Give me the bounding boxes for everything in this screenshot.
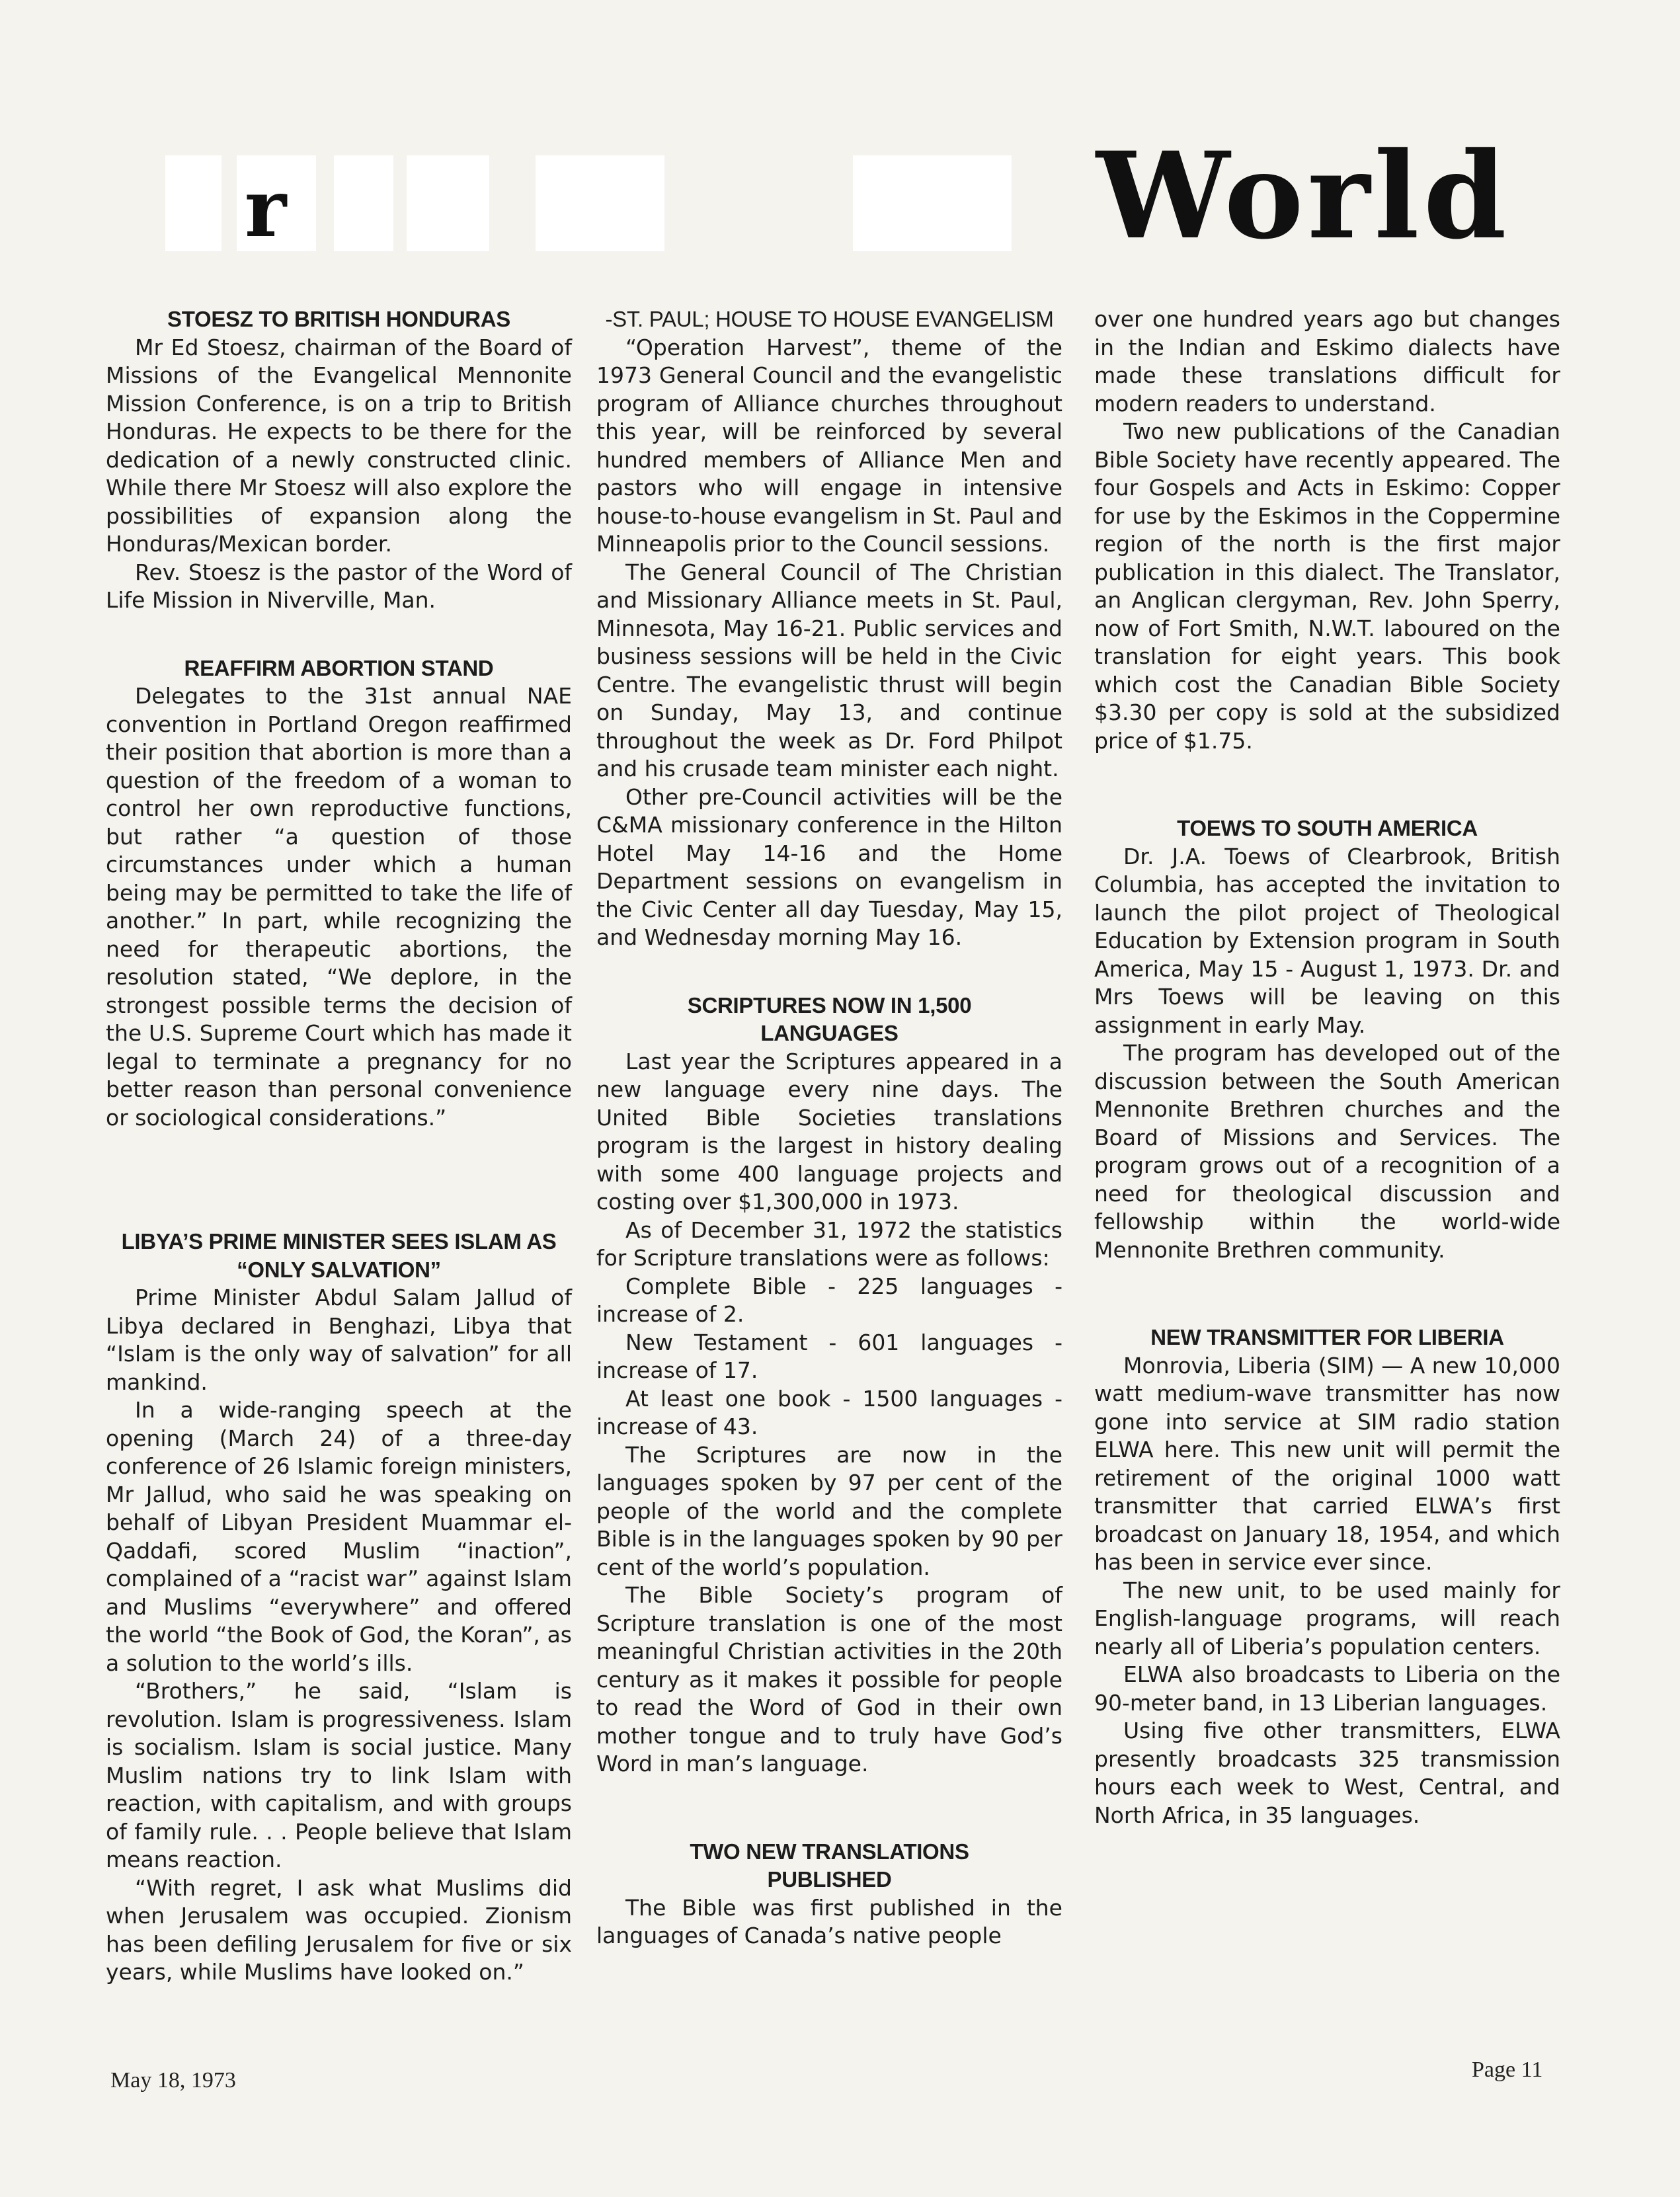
article-paragraph: The Scriptures are now in the languages spoken by 97 per cent of the people of the world and the complete Bible is in the languages spoken by 90 per cent of the world’s population. — [596, 1441, 1062, 1580]
article-paragraph: Last year the Scriptures appeared in a new language every nine days. The United Bible Societies translations program is the largest in history dealing with some 400 language projects and costing over $1,300,000 in 1973. — [596, 1048, 1062, 1215]
article-paragraph: At least one book - 1500 languages - increase of 43. — [596, 1385, 1062, 1439]
article-paragraph: In a wide-ranging speech at the opening (March 24) of a three-day conference of 26 Islamic foreign ministers, Mr Jallud, who said he was speaking on behalf of Libyan President Muammar el-Qaddafi, scored Muslim “inaction”, complained of a “racist war” against Islam and Muslims “everywhere” and offered the world “the Book of God, the Koran”, as a solution to the world’s ills. — [106, 1397, 572, 1676]
column-1 — [106, 305, 572, 1987]
masthead-redaction — [334, 155, 393, 251]
article-paragraph: New Testament - 601 languages - increase of 17. — [596, 1329, 1062, 1383]
article-paragraph: As of December 31, 1972 the statistics for Scripture translations were as follows: — [596, 1217, 1062, 1271]
article-paragraph: The General Council of The Christian and Missionary Alliance meets in St. Paul, Minnesota, May 16-21. Public services and business sessions will be held in the Civic Centre. The evangelistic thrust will begin on Sunday, May 13, and continue throughout the week as Dr. Ford Philpot and his crusade team minister each night. — [596, 559, 1062, 781]
article-paragraph: “Brothers,” he said, “Islam is revolution. Islam is progressiveness. Islam is socialism. Islam is social justice. Many Muslim nations try to link Islam with reaction, with capitalism, and with groups of family rule. . . People believe that Islam means reaction. — [106, 1678, 572, 1872]
issue-date: May 18, 1973 — [110, 2068, 236, 2093]
article-toews — [1094, 815, 1560, 1264]
article-paragraph: Delegates to the 31st annual NAE convention in Portland Oregon reaffirmed their position that abortion is more than a question of the freedom of a woman to control her own reproductive functions, but rather “a question of those circumstances under which a human being may be permitted to take the life of another.” In part, while recognizing the need for therapeutic abortions, the resolution stated, “We deplore, in the strongest possible terms the decision of the U.S. Supreme Court which has made it legal to terminate a pregnancy for no better reason than personal convenience or sociological considerations.” — [106, 683, 572, 1131]
article-headline: TWO NEW TRANSLATIONS PUBLISHED — [690, 1839, 969, 1892]
page-number: Page 11 — [1472, 2057, 1543, 2082]
article-paragraph: “With regret, I ask what Muslims did when Jerusalem was occupied. Zionism has been defiling Jerusalem for five or six years, while Muslims have looked on.” — [106, 1874, 572, 1985]
article-paragraph: The program has developed out of the discussion between the South American Mennonite Brethren churches and the Board of Missions and Services. The program grows out of a recognition of a need for theological discussion and fellowship within the world-wide Mennonite Brethren community. — [1094, 1040, 1560, 1263]
article-paragraph: Prime Minister Abdul Salam Jallud of Libya declared in Benghazi, Libya that “Islam is the only way of salvation” for all mankind. — [106, 1285, 572, 1395]
article-paragraph: Complete Bible - 225 languages - increase of 2. — [596, 1273, 1062, 1327]
article-paragraph: Dr. J.A. Toews of Clearbrook, British Columbia, has accepted the invitation to launch the pilot project of Theological Education by Extension program in South America, May 15 - August 1, 1973. Dr. and Mrs Toews will be leaving on this assignment in early May. — [1094, 843, 1560, 1038]
article-liberia — [1094, 1324, 1560, 1829]
article-headline: LIBYA’S PRIME MINISTER SEES ISLAM AS “ONLY SALVATION” — [121, 1229, 557, 1282]
article-paragraph: The Bible Society’s program of Scripture translation is one of the most meaningful Christian activities in the 20th century as it makes it possible for people to read the Word of God in their own mother tongue and to truly have God’s Word in man’s language. — [596, 1582, 1062, 1777]
article-headline: TOEWS TO SOUTH AMERICA — [1177, 816, 1478, 840]
article-abortion — [106, 655, 572, 1133]
masthead — [165, 126, 1511, 266]
column-3 — [1094, 305, 1560, 1829]
article-headline: -ST. PAUL; HOUSE TO HOUSE EVANGELISM — [605, 307, 1054, 331]
masthead-redaction — [407, 155, 489, 251]
masthead-partial-letter: r — [245, 162, 287, 255]
article-paragraph: Rev. Stoesz is the pastor of the Word of Life Mission in Niverville, Man. — [106, 559, 572, 613]
article-st-paul — [596, 305, 1062, 952]
article-headline: REAFFIRM ABORTION STAND — [184, 655, 494, 680]
column-2 — [596, 305, 1062, 1950]
article-paragraph: over one hundred years ago but changes in the Indian and Eskimo dialects have made these translations difficult for modern readers to understand. — [1094, 306, 1560, 417]
article-paragraph: The new unit, to be used mainly for English-language programs, will reach nearly all of Liberia’s population centers. — [1094, 1577, 1560, 1659]
article-translations — [596, 1838, 1062, 1950]
article-libya — [106, 1228, 572, 1987]
article-headline: STOESZ TO BRITISH HONDURAS — [167, 307, 511, 331]
article-translations-continued — [1094, 305, 1560, 755]
masthead-redaction — [165, 155, 221, 251]
article-stoesz — [106, 305, 572, 615]
masthead-redaction — [536, 155, 664, 251]
article-paragraph: Mr Ed Stoesz, chairman of the Board of Missions of the Evangelical Mennonite Mission Conference, is on a trip to British Honduras. He expects to be there for the dedication of a newly constructed clinic. While there Mr Stoesz will also explore the possibilities of expansion along the Honduras/Mexican border. — [106, 334, 572, 557]
masthead-redaction — [853, 155, 1012, 251]
article-headline: NEW TRANSMITTER FOR LIBERIA — [1150, 1325, 1504, 1349]
article-headline: SCRIPTURES NOW IN 1,500 LANGUAGES — [687, 992, 972, 1045]
masthead-title: World — [1096, 126, 1511, 266]
article-paragraph: Monrovia, Liberia (SIM) — A new 10,000 watt medium-wave transmitter has now gone into service at SIM radio station ELWA here. This new unit will permit the retirement of the original 1000 watt transmitter that carried ELWA’s first broadcast on January 18, 1954, and which has been in service ever since. — [1094, 1352, 1560, 1575]
article-paragraph: Other pre-Council activities will be the C&MA missionary conference in the Hilton Hotel May 14-16 and the Home Department sessions on evangelism in the Civic Center all day Tuesday, May 15, and Wednesday morning May 16. — [596, 783, 1062, 950]
article-scriptures — [596, 992, 1062, 1778]
article-paragraph: Two new publications of the Canadian Bible Society have recently appeared. The four Gospels and Acts in Eskimo: Copper for use by the Eskimos in the Coppermine region of the north is the first major publication in this dialect. The Translator, an Anglican clergyman, Rev. John Sperry, now of Fort Smith, N.W.T. laboured on the translation for eight years. This book which cost the Canadian Bible Society $3.30 per copy is sold at the subsidized price of $1.75. — [1094, 419, 1560, 754]
article-paragraph: “Operation Harvest”, theme of the 1973 General Council and the evangelistic program of Alliance churches throughout this year, will be reinforced by several hundred members of Alliance Men and pastors who will engage in intensive house-to-house evangelism in St. Paul and Minneapolis prior to the Council sessions. — [596, 334, 1062, 557]
article-paragraph: Using five other transmitters, ELWA presently broadcasts 325 transmission hours each week to West, Central, and North Africa, in 35 languages. — [1094, 1718, 1560, 1828]
article-paragraph: ELWA also broadcasts to Liberia on the 90-meter band, in 13 Liberian languages. — [1094, 1661, 1560, 1716]
article-paragraph: The Bible was first published in the languages of Canada’s native people — [596, 1894, 1062, 1948]
